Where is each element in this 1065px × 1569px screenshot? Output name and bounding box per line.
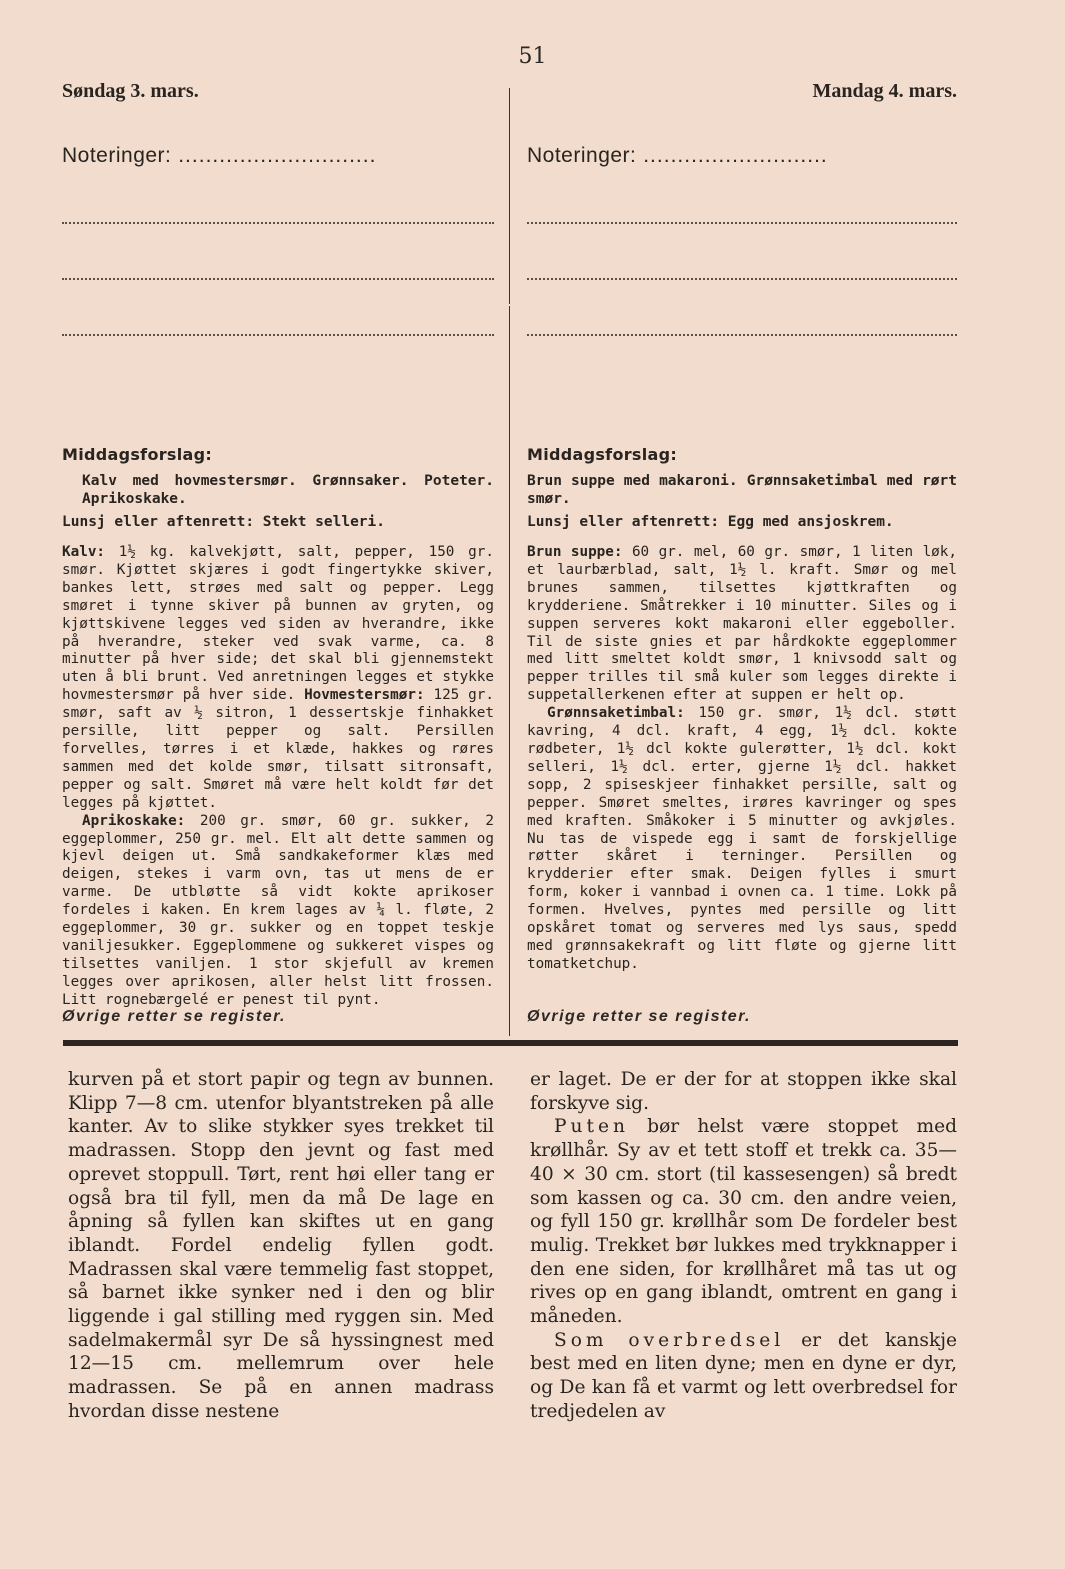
body-text-right [530, 1068, 957, 1424]
notes-line [62, 334, 494, 336]
notes-label-text: Noteringer: [62, 144, 172, 167]
notes-dots: ............................. [171, 144, 377, 167]
notes-label-sunday [62, 144, 494, 168]
sunday-column [62, 80, 494, 1025]
lunch-suggestion: Lunsj eller aftenrett: Egg med ansjoskrem. [527, 514, 894, 530]
recipe-term: Grønnsaketimbal: [547, 705, 685, 722]
body-paragraph [530, 1329, 957, 1424]
notes-label-text: Noteringer: [527, 144, 637, 167]
recipe-term: Aprikoskake: [82, 812, 186, 829]
monday-date: Mandag 4. mars. [812, 80, 957, 102]
section-rule [63, 1040, 958, 1046]
body-text: bør helst være stoppet med krøllhår. Sy av et tett stoff et trekk ca. 35—40 × 30 cm. stort (til kassesengen) så bredt som kassen og ca. 30 cm. den andre veien, og fyll 150 gr. krøllhår som De fordeler best mulig. Trekket bør lukkes med trykknapper i den ene siden, for krøllhåret må tas ut og rives op en gang iblandt, omtrent en gang i måneden. [530, 1116, 957, 1328]
body-text: er det kanskje best med en liten dyne; men en dyne er dyr, og De kan få et varmt og lett overbredsel for tredjedelen av [530, 1329, 957, 1422]
body-paragraph: er laget. De er der for at stoppen ikke skal forskyve sig. [530, 1069, 957, 1114]
recipe-body: 125 gr. smør, saft av ½ sitron, 1 dessertskje finhakket persille, litt pepper og salt. Persillen forvelles, tørres i et klæde, hakkes og røres sammen med det kolde smør, tilsatt sitronsaft, pepper og salt. Smøret må være helt koldt før det legges på kjøttet. [62, 687, 494, 811]
body-paragraph [530, 1115, 957, 1328]
notes-dots: ........................... [636, 144, 828, 167]
page-number: 51 [518, 44, 547, 69]
notes-line [527, 278, 957, 280]
body-paragraph: kurven på et stort papir og tegn av bunnen. Klipp 7—8 cm. utenfor blyantstreken på alle kanter. Av to slike stykker syes trekket til madrassen. Stopp den jevnt og fast med oprevet stoppull. Tørt, rent høi eller tang er også bra til fyll, men da må De lage en åpning så fyllen kan skiftes ut en gang iblandt. Fordel endelig fyllen godt. Madrassen skal være temmelig fast stoppet, så barnet ikke synker ned i den og blir liggende i gal stilling med ryggen sin. Med sadelmakermål syr De så hyssingnest med 12—15 cm. mellemrum over hele madrassen. Se på en annen madrass hvordan disse nestene [68, 1069, 494, 1422]
recipe-text [527, 544, 957, 974]
recipe-body: 1½ kg. kalvekjøtt, salt, pepper, 150 gr. smør. Kjøttet skjæres i godt fingertykke skiver, bankes lett, strøes med salt og pepper. Legg smøret i tynne skiver på bunnen av gryten, og kjøttskivene legges ved siden av hverandre, ikke på hverandre, steker ved svak varme, ca. 8 minutter på hver side; det skal bli gjennemstekt uten å bli brunt. Ved anretningen legges et stykke hovmestersmør på hver side. [62, 544, 494, 704]
notes-line [62, 278, 494, 280]
recipe-body: 150 gr. smør, 1½ dcl. støtt kavring, 4 dcl. kraft, 4 egg, 1½ dcl. kokte rødbeter, 1½ dcl kokte gulerøtter, 1½ dcl. kokt selleri, 1½ dcl. erter, gjerne 1½ dcl. hakket sopp, 2 spiseskjeer finhakket persille, salt og pepper. Smøret smeltes, irøres kavringer og spes med kraften. Småkoker i 5 minutter og avkjøles. Nu tas de vispede egg i samt de forskjellige røtter skåret i terninger. Persillen og krydderier efter smak. Deigen fylles i smurt form, koker i vannbad i ovnen ca. 1 time. Lokk på formen. Hvelves, pyntes med persille og litt opskåret tomat og serveres med lys saus, spedd med grønnsakekraft og litt fløte og gjerne litt tomatketchup. [527, 705, 957, 972]
recipe-body: 60 gr. mel, 60 gr. smør, 1 liten løk, et laurbærblad, salt, 1½ l. kraft. Smør og mel brunes sammen, tilsettes kjøttkraften og krydderiene. Småtrekker i 10 minutter. Siles og i suppen serveres kokt makaroni eller eggeboller. Til de siste gnies et par hårdkokte eggeplommer med litt smeltet koldt smør, 1 knivsodd salt og pepper trilles til små kuler som legges direkte i suppetallerkenen efter at suppen er helt op. [527, 544, 957, 704]
spaced-term: Puten [554, 1116, 629, 1138]
recipe-paragraph [62, 813, 494, 1010]
recipe-term: Hovmestersmør: [304, 687, 425, 704]
notes-label-monday [527, 144, 957, 168]
menu-heading: Middagsforslag: [62, 445, 213, 464]
recipe-term: Brun suppe: [527, 544, 623, 560]
menu-heading: Middagsforslag: [527, 445, 678, 464]
other-recipes-note: Øvrige retter se register. [527, 1008, 751, 1025]
notes-line [527, 222, 957, 224]
recipe-term: Kalv: [62, 544, 106, 560]
notes-line [62, 222, 494, 224]
recipe-body: 200 gr. smør, 60 gr. sukker, 2 eggeplommer, 250 gr. mel. Elt alt dette sammen og kjevl deigen ut. Små sandkakeformer klæs med deigen, stekes i varm ovn, tas ut mens de er varme. De utbløtte så vidt kokte aprikoser fordeles i kaken. En krem lages av ¼ l. fløte, 2 eggeplommer, 30 gr. sukker og en toppet teskje vaniljesukker. Eggeplommene og sukkeret vispes og tilsettes vaniljen. 1 stor skjefull av kremen legges over aprikosen, aller helst litt frossen. Litt rognebærgelé er penest til pynt. [62, 812, 494, 1008]
column-divider [509, 306, 510, 1036]
spaced-term: Som overbredsel [554, 1329, 785, 1351]
recipe-text [62, 544, 494, 1010]
recipe-paragraph [527, 544, 957, 705]
sunday-date: Søndag 3. mars. [62, 80, 199, 102]
menu-block-monday [527, 445, 957, 974]
recipe-paragraph [527, 705, 957, 974]
body-text-left [68, 1068, 494, 1424]
column-divider [509, 88, 510, 304]
lunch-suggestion: Lunsj eller aftenrett: Stekt selleri. [62, 514, 386, 530]
recipe-paragraph [62, 544, 494, 813]
other-recipes-note: Øvrige retter se register. [62, 1008, 286, 1025]
menu-title: Brun suppe med makaroni. Grønnsaketimbal med rørt smør. [527, 473, 957, 507]
notes-line [527, 334, 957, 336]
menu-block-sunday [62, 445, 494, 1010]
menu-title: Kalv med hovmestersmør. Grønnsaker. Poteter. Aprikoskake. [82, 473, 494, 507]
monday-column [527, 80, 957, 1025]
